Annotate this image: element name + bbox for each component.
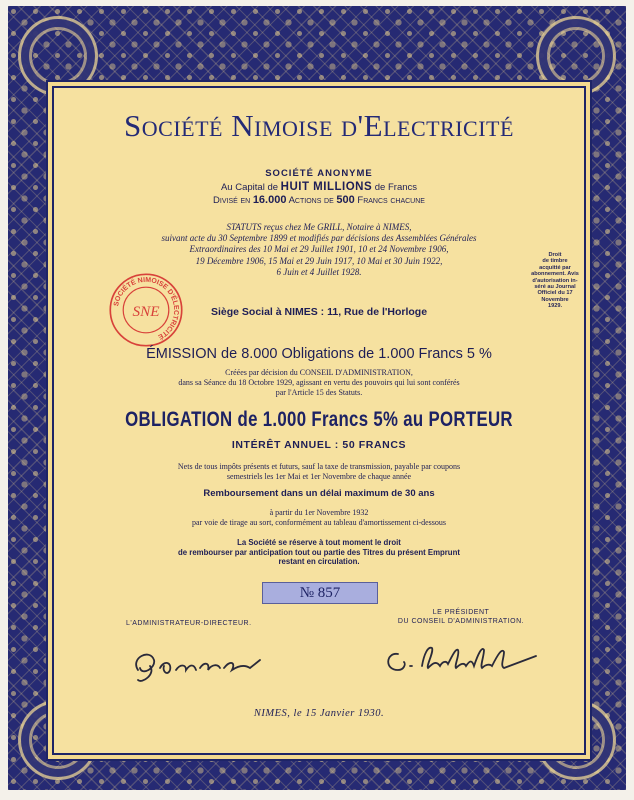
company-title: Société Nimoise d'Electricité — [124, 108, 514, 143]
tax-line: semestriels les 1er Mai et 1er Novembre de chaque année — [226, 472, 412, 481]
stamp-note-line: Novembre — [541, 296, 569, 303]
headquarters-line: Siège Social à NIMES : 11, Rue de l'Horloge — [210, 306, 428, 318]
redemption-start-line: à partir du 1er Novembre 1932 — [269, 508, 369, 517]
statutes-line: Extraordinaires des 10 Mai et 29 Juillet 1901, 10 et 24 Novembre 1906, — [189, 244, 449, 255]
division-line — [54, 194, 584, 206]
creation-line: dans sa Séance du 18 Octobre 1929, agissant en vertu des pouvoirs qui lui sont conférés — [178, 378, 460, 387]
capital-prefix: Au Capital de — [220, 182, 279, 193]
tax-block — [54, 462, 584, 482]
president-label-line: LE PRÉSIDENT — [432, 609, 490, 616]
redemption-start-line: par voie de tirage au sort, conformément au tableau d'amortissement ci-dessous — [191, 518, 447, 527]
division-shares: 16.000 — [252, 194, 287, 206]
reserve-line: de rembourser par anticipation tout ou partie des Titres du présent Emprunt — [178, 547, 460, 557]
capital-suffix: de Francs — [374, 182, 418, 193]
president-label-line: DU CONSEIL D'ADMINISTRATION. — [397, 618, 525, 625]
division-middle: Actions de — [288, 195, 334, 206]
stamp-note-line: de timbre — [542, 258, 568, 265]
stamp-note-line: d'autorisation in- — [532, 277, 578, 284]
creation-block — [54, 368, 584, 398]
division-prefix: Divisé en — [213, 195, 251, 206]
corner-ornament-top-right — [536, 16, 616, 96]
stamp-note-line: Officiel du 17 — [537, 290, 573, 297]
statutes-block — [54, 222, 584, 278]
stamp-note-line: acquitté par — [539, 264, 571, 271]
capital-amount: HUIT MILLIONS — [280, 181, 373, 193]
creation-line: par l'Article 15 des Statuts. — [275, 388, 363, 397]
stamp-note-line: abonnement. Avis — [531, 271, 579, 278]
stamp-note-line: séré au Journal — [534, 284, 576, 291]
statutes-line: 19 Décembre 1906, 15 Mai et 29 Juin 1917, 10 Mai et 30 Juin 1922, — [195, 255, 443, 266]
certificate-panel — [52, 86, 586, 755]
tax-line: Nets de tous impôts présents et futurs, sauf la taxe de transmission, payable par coupons — [177, 462, 461, 471]
capital-line — [54, 181, 584, 193]
emission-line: ÉMISSION de 8.000 Obligations de 1.000 Francs 5 % — [146, 346, 492, 362]
place-and-date: NIMES, le 15 Janvier 1930. — [253, 708, 385, 719]
administrator-signature — [120, 640, 280, 688]
seal-ring-text: SOCIÉTÉ NIMOISE D'ÉLECTRICITÉ — [113, 276, 180, 341]
statutes-line: STATUTS reçus chez Me GRILL, Notaire à NIMES, — [226, 222, 412, 232]
annual-interest: INTÉRÊT ANNUEL : 50 FRANCS — [231, 439, 407, 451]
stamp-duty-note — [522, 252, 588, 310]
president-signature — [376, 636, 546, 682]
president-label — [386, 608, 536, 626]
corner-ornament-top-left — [18, 16, 98, 96]
early-redemption-block — [54, 538, 584, 567]
company-type: SOCIÉTÉ ANONYME — [265, 168, 373, 179]
stamp-note-line: 1929. — [548, 303, 562, 310]
statutes-line: suivant acte du 30 Septembre 1899 et modifiés par décisions des Assemblées Générales — [161, 233, 477, 244]
certificate-number: № 857 — [262, 582, 378, 604]
bond-title: OBLIGATION de 1.000 Francs 5% au PORTEUR — [125, 408, 513, 431]
redemption-start-block — [54, 508, 584, 528]
division-suffix: Francs chacune — [357, 195, 425, 206]
reserve-line: La Société se réserve à tout moment le droit — [237, 538, 401, 547]
creation-line: Créées par décision du CONSEIL D'ADMINISTRATION, — [225, 368, 413, 377]
division-value: 500 — [336, 194, 355, 206]
administrator-label: L'ADMINISTRATEUR-DIRECTEUR. — [126, 620, 252, 627]
redemption-line: Remboursement dans un délai maximum de 30 ans — [203, 488, 435, 499]
statutes-line: 6 Juin et 4 Juillet 1928. — [276, 266, 362, 277]
seal-monogram: SNE — [132, 303, 160, 321]
reserve-line: restant en circulation. — [278, 557, 360, 566]
stamp-note-line: Droit — [548, 252, 562, 258]
